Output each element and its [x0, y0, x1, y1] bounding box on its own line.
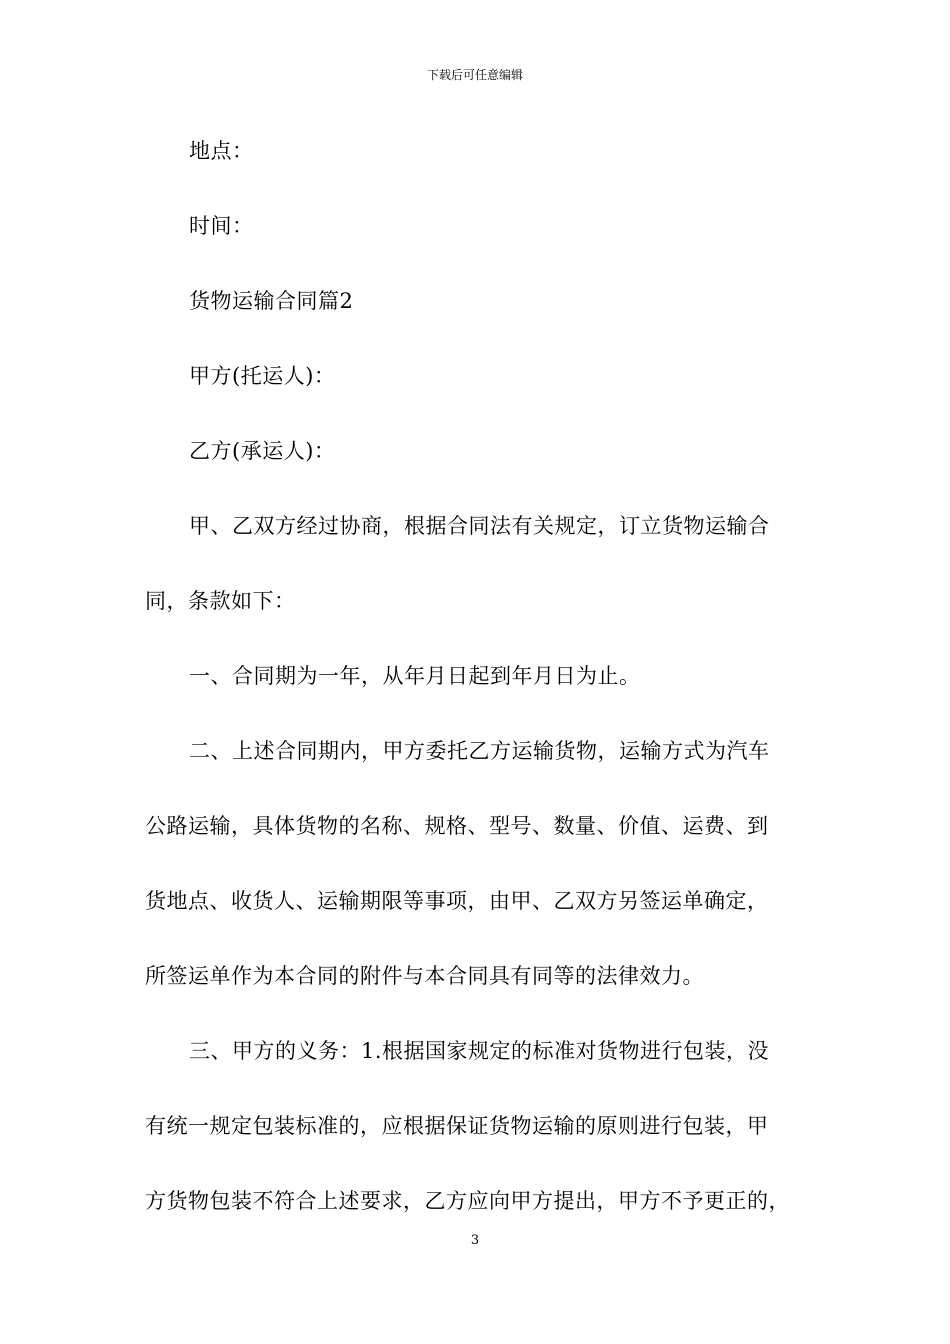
- clause-3-line: 三、甲方的义务：1.根据国家规定的标准对货物进行包装，没: [189, 1039, 770, 1063]
- page-number: 3: [470, 1233, 480, 1248]
- clause-3-line: 方货物包装不符合上述要求，乙方应向甲方提出，甲方不予更正的，: [145, 1189, 790, 1213]
- clause-2-line: 二、上述合同期内，甲方委托乙方运输货物，运输方式为汽车: [189, 739, 770, 763]
- clause-2-line: 所签运单作为本合同的附件与本合同具有同等的法律效力。: [145, 964, 704, 988]
- contract-title: 货物运输合同篇2: [189, 289, 354, 313]
- clause-2-line: 货地点、收货人、运输期限等事项，由甲、乙双方另签运单确定，: [145, 889, 769, 913]
- location-line: 地点：: [189, 139, 254, 163]
- time-line: 时间：: [189, 214, 254, 238]
- party-b-line: 乙方(承运人)：: [189, 439, 336, 463]
- party-a-line: 甲方(托运人)：: [189, 364, 336, 388]
- clause-3-line: 有统一规定包装标准的，应根据保证货物运输的原则进行包装，甲: [145, 1114, 769, 1138]
- paragraph-line: 甲、乙双方经过协商，根据合同法有关规定，订立货物运输合: [189, 514, 770, 538]
- clause-2-line: 公路运输，具体货物的名称、规格、型号、数量、价值、运费、到: [145, 814, 769, 838]
- paragraph-line: 同，条款如下：: [145, 589, 296, 613]
- header-note: 下载后可任意编辑: [426, 68, 523, 82]
- clause-1-line: 一、合同期为一年，从年月日起到年月日为止。: [189, 664, 641, 688]
